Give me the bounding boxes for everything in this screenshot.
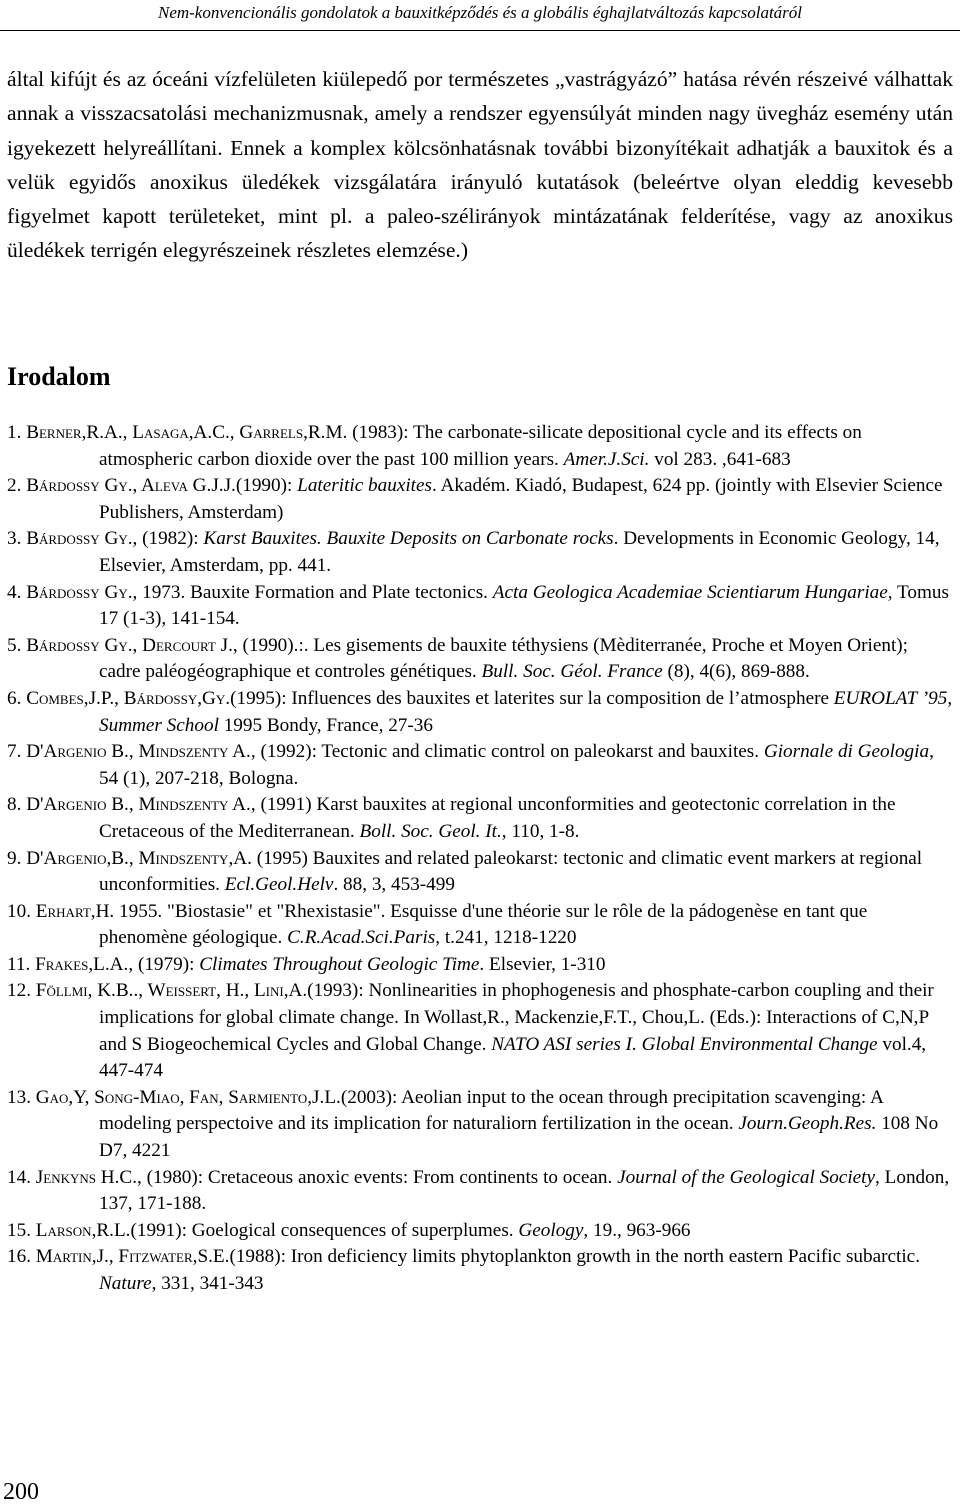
reference-text: vol 283. ,641-683 [649, 448, 791, 470]
reference-text: 6. [7, 687, 27, 709]
reference-item [7, 952, 953, 979]
body-paragraph: által kifújt és az óceáni vízfelületen kiülepedő por természetes „vastrágyázó” hatása révén részeivé válhattak annak a visszacsatolási mechanizmusnak, amely a rendszer egyensúlyát minden nagy üvegház esemény után igyekezett helyreállítani. Ennek a komplex kölcsönhatásnak további bizonyítékait adhatják a bauxitok és a velük egyidős anoxikus üledékek vizsgálatára irányuló kutatások (beleértve olyan eleddig kevesebb figyelmet kapott területeket, mint pl. a paleo-szélirányok mintázatának felderítése, vagy az anoxikus üledékek terrigén elegyrészeinek részletes elemzése.) [7, 67, 953, 263]
reference-text: , (1980): Cretaceous anoxic events: From continents to ocean. [137, 1166, 618, 1188]
reference-text: (1990): [235, 475, 298, 497]
reference-text: , (1982): [132, 528, 204, 550]
reference-authors: Berner,R.A., Lasaga,A.C., Garrels,R.M. [26, 422, 348, 443]
reference-text: 7. [7, 741, 27, 763]
reference-authors: Föllmi, K.B.., Weissert, H., Lini,A. [35, 980, 308, 1002]
reference-text: 1955. "Biostasie" et "Rhexistasie". Esquisse d'une théorie sur le rôle de la pádogenèse en tant que phenomène géologique. [99, 900, 868, 949]
reference-text: , 1973. Bauxite Formation and Plate tectonics. [132, 581, 493, 603]
reference-item [7, 1165, 953, 1218]
reference-text: (1983): The carbonate-silicate depositional cycle and its effects on atmospheric carbon dioxide over the past 100 million years. [99, 422, 862, 470]
reference-authors: D'Argenio,B., Mindszenty,A. [26, 847, 252, 869]
reference-text: . 88, 3, 453-499 [333, 874, 455, 896]
reference-authors: Martin,J., Fitzwater,S.E. [35, 1246, 230, 1268]
reference-text: 15. [7, 1219, 36, 1241]
reference-text: 12. [7, 980, 36, 1002]
reference-item [7, 473, 953, 526]
reference-text: . Elsevier, 1-310 [479, 953, 606, 975]
reference-text: 108 No D7, 4221 [99, 1113, 939, 1162]
reference-authors: Bárdossy Gy. [26, 528, 133, 550]
reference-title-italic: Acta Geologica Academiae Scientiarum Hungariae [492, 581, 888, 603]
reference-text: (1995): Influences des bauxites et laterites sur la composition de l’atmosphere [230, 687, 834, 709]
reference-item [7, 1244, 953, 1297]
reference-authors: Bárdossy Gy., Aleva G.J.J. [26, 475, 236, 497]
reference-title-italic: Geology [518, 1219, 584, 1241]
reference-authors: Bárdossy Gy. [26, 581, 133, 603]
reference-item [7, 686, 953, 739]
reference-title-italic: Journal of the Geological Society [617, 1166, 876, 1188]
reference-text: , (1991) Karst bauxites at regional unconformities and geotectonic correlation in the Cretaceous of the Mediterranean. [99, 794, 896, 842]
reference-text: 4. [7, 581, 27, 603]
reference-text: 2. [7, 475, 27, 497]
reference-item [7, 1218, 953, 1245]
body-text [7, 62, 953, 268]
reference-text: (1988): Iron deficiency limits phytoplankton growth in the north eastern Pacific subarctic. [229, 1246, 921, 1268]
reference-authors: D'Argenio B., Mindszenty A. [26, 741, 251, 763]
reference-item [7, 420, 953, 473]
reference-title-italic: Ecl.Geol.Helv [224, 874, 334, 896]
reference-item [7, 580, 953, 633]
reference-text: . Developments in Economic Geology, 14, Elsevier, Amsterdam, pp. 441. [99, 528, 940, 576]
section-heading: Irodalom [7, 362, 111, 391]
running-title: Nem-konvencionális gondolatok a bauxitképződés és a globális éghajlatváltozás kapcsolatáról [157, 3, 803, 22]
reference-text: , 110, 1-8. [501, 820, 580, 842]
reference-text: , 331, 341-343 [151, 1273, 264, 1294]
reference-title-italic: Journ.Geoph.Res. [738, 1113, 877, 1135]
reference-title-italic: Amer.J.Sci. [563, 448, 650, 470]
running-header [0, 0, 960, 31]
reference-item [7, 846, 953, 899]
reference-authors: Bárdossy Gy., Dercourt J. [26, 634, 233, 656]
reference-text: , 19., 963-966 [583, 1219, 691, 1241]
reference-text: , Tomus 17 (1-3), 141-154. [99, 581, 949, 630]
page-number: 200 [3, 1479, 39, 1505]
reference-title-italic: NATO ASI series I. Global Environmental Change [491, 1033, 878, 1055]
reference-title-italic: Lateritic bauxites [297, 475, 432, 497]
reference-title-italic: EUROLAT ’95, Summer School [99, 687, 953, 736]
reference-text: 3. [7, 528, 27, 550]
reference-text: , London, 137, 171-188. [99, 1166, 950, 1215]
reference-text: , (1990).:. Les gisements de bauxite téthysiens (Mèditerranée, Proche et Moyen Orient); cadre paléogéographique et controles génétiques. [99, 634, 909, 683]
reference-text: (1991): Goelogical consequences of superplumes. [130, 1219, 519, 1241]
reference-title-italic: Giornale di Geologia [763, 741, 930, 763]
reference-item [7, 792, 953, 845]
reference-item [7, 1085, 953, 1165]
reference-item [7, 899, 953, 952]
reference-text: 5. [7, 634, 27, 656]
reference-text: , (1992): Tectonic and climatic control on paleokarst and bauxites. [250, 741, 764, 763]
reference-text: 9. [7, 847, 27, 869]
reference-authors: Jenkyns H.C. [35, 1166, 138, 1188]
reference-authors: Erhart,H. [35, 900, 115, 922]
reference-title-italic: Boll. Soc. Geol. It. [359, 820, 502, 842]
reference-text: , (1979): [128, 953, 200, 975]
reference-text: 8. [7, 794, 27, 816]
reference-title-italic: Nature [99, 1273, 152, 1294]
reference-item [7, 633, 953, 686]
reference-text: 14. [7, 1166, 36, 1188]
reference-text: 13. [7, 1086, 36, 1108]
reference-list [7, 420, 953, 1298]
reference-authors: D'Argenio B., Mindszenty A. [26, 794, 251, 816]
reference-text: , t.241, 1218-1220 [435, 927, 577, 949]
reference-authors: Gao,Y, Song-Miao, Fan, Sarmiento,J.L. [35, 1086, 341, 1108]
reference-authors: Larson,R.L. [35, 1219, 131, 1241]
reference-item [7, 978, 953, 1084]
reference-authors: Combes,J.P., Bárdossy,Gy. [26, 687, 231, 709]
reference-text: 11. [7, 953, 36, 975]
reference-item [7, 739, 953, 792]
reference-text: . Akadém. Kiadó, Budapest, 624 pp. (jointly with Elsevier Science Publishers, Amsterdam) [99, 475, 943, 523]
reference-text: (8), 4(6), 869-888. [662, 661, 810, 683]
reference-text: 16. [7, 1246, 36, 1268]
reference-text: , 54 (1), 207-218, Bologna. [99, 741, 934, 789]
reference-text: (1993): Nonlinearities in phophogenesis and phosphate-carbon coupling and their implications for global climate change. In Wollast,R., Mackenzie,F.T., Chou,L. (Eds.): Interactions of C,N,P and S Biogeochemical Cycles and Global Change. [99, 980, 934, 1055]
reference-title-italic: C.R.Acad.Sci.Paris [287, 927, 436, 949]
reference-item [7, 526, 953, 579]
reference-text: vol.4, 447-474 [99, 1033, 927, 1082]
reference-text: 1995 Bondy, France, 27-36 [218, 714, 433, 736]
reference-authors: Frakes,L.A. [35, 953, 129, 975]
reference-text: (2003): Aeolian input to the ocean through precipitation scavenging: A modeling perspectoive and its implication for naturaliorn fertilization in the ocean. [99, 1086, 883, 1135]
reference-text: 10. [7, 900, 36, 922]
reference-text: (1995) Bauxites and related paleokarst: tectonic and climatic event markers at regional unconformities. [99, 847, 923, 896]
reference-text: 1. [7, 422, 27, 443]
reference-title-italic: Karst Bauxites. Bauxite Deposits on Carbonate rocks [203, 528, 614, 550]
reference-title-italic: Bull. Soc. Géol. France [481, 661, 663, 683]
reference-title-italic: Climates Throughout Geologic Time [199, 953, 480, 975]
